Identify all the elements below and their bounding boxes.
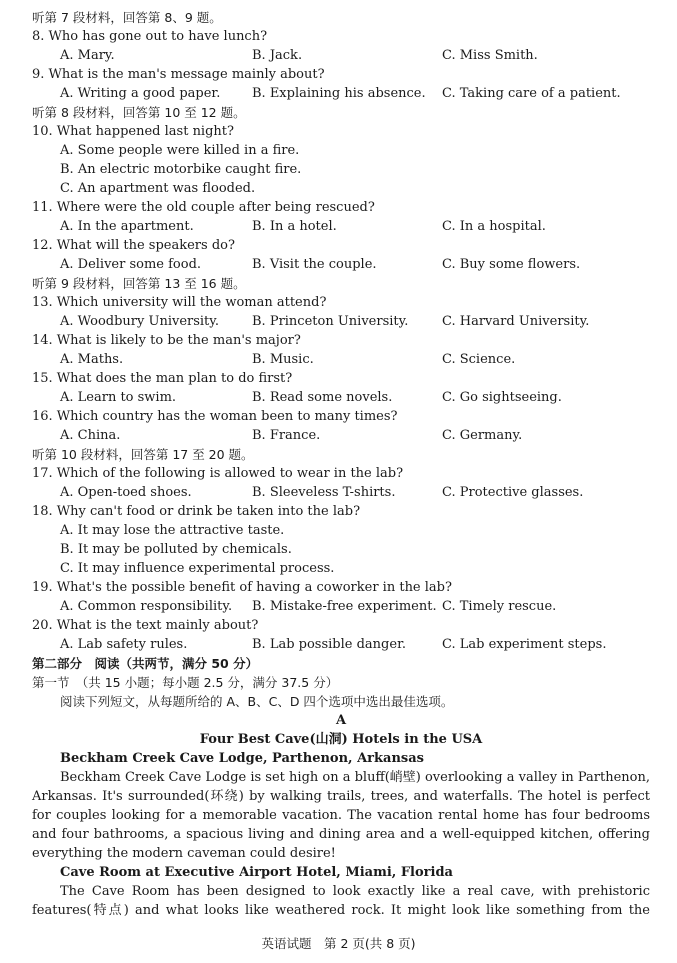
option-b: B. Lab possible danger. [252, 637, 406, 652]
option-b: B. Sleeveless T-shirts. [252, 485, 396, 500]
option-a: A. Lab safety rules. [60, 637, 188, 652]
answer-option: A. It may lose the attractive taste. [60, 523, 285, 538]
option-b: B. Explaining his absence. [252, 86, 426, 101]
answer-option: B. An electric motorbike caught fire. [60, 162, 302, 177]
answer-options [32, 46, 650, 65]
part-heading: 第二部分 阅读（共两节，满分 50 分） [32, 656, 259, 671]
answer-options [32, 635, 650, 654]
question: 8. Who has gone out to have lunch? [32, 29, 268, 44]
answer-options [32, 597, 650, 616]
answer-options [32, 483, 650, 502]
question: 13. Which university will the woman attend? [32, 295, 327, 310]
question: 19. What's the possible benefit of having a coworker in the lab? [32, 580, 452, 595]
answer-options [32, 217, 650, 236]
answer-options [32, 350, 650, 369]
exam-page [32, 8, 650, 920]
passage-title: A [335, 713, 347, 728]
option-b: B. Music. [252, 352, 314, 367]
option-a: A. Mary. [60, 48, 115, 63]
option-c: C. Taking care of a patient. [442, 86, 621, 101]
answer-option: B. It may be polluted by chemicals. [60, 542, 292, 557]
answer-option: C. It may influence experimental process. [60, 561, 335, 576]
option-c: C. Protective glasses. [442, 485, 584, 500]
section-instruction: 听第 9 段材料，回答第 13 至 16 题。 [32, 276, 246, 291]
passage-subheading: Cave Room at Executive Airport Hotel, Miami, Florida [60, 865, 453, 880]
question: 11. Where were the old couple after being rescued? [32, 200, 375, 215]
answer-option: A. Some people were killed in a fire. [60, 143, 300, 158]
answer-options [32, 312, 650, 331]
question: 15. What does the man plan to do first? [32, 371, 293, 386]
option-a: A. Woodbury University. [60, 314, 220, 329]
option-c: C. Harvard University. [442, 314, 590, 329]
section-instruction: 听第 8 段材料，回答第 10 至 12 题。 [32, 105, 246, 120]
answer-options [32, 388, 650, 407]
option-a: A. Learn to swim. [60, 390, 177, 405]
option-a: A. Open-toed shoes. [60, 485, 192, 500]
question: 17. Which of the following is allowed to wear in the lab? [32, 466, 404, 481]
question: 10. What happened last night? [32, 124, 234, 139]
option-b: B. Read some novels. [252, 390, 393, 405]
passage-subheading: Beckham Creek Cave Lodge, Parthenon, Arkansas [60, 751, 424, 766]
option-b: B. Princeton University. [252, 314, 409, 329]
option-c: C. Science. [442, 352, 516, 367]
section-instruction: 第一节 （共 15 小题；每小题 2.5 分，满分 37.5 分） [32, 675, 339, 690]
paragraph: The Cave Room has been designed to look exactly like a real cave, with prehistoric features(特点) and what looks like weathered rock. It might look like something from the [32, 884, 650, 918]
option-b: B. France. [252, 428, 321, 443]
passage-title: Four Best Cave(山洞) Hotels in the USA [199, 732, 483, 747]
section-instruction: 听第 7 段材料，回答第 8、9 题。 [32, 10, 222, 25]
option-b: B. Visit the couple. [252, 257, 377, 272]
option-a: A. Writing a good paper. [60, 86, 221, 101]
page-footer: 英语试题 第 2 页(共 8 页) [261, 936, 416, 951]
option-c: C. Timely rescue. [442, 599, 557, 614]
option-c: C. Lab experiment steps. [442, 637, 607, 652]
question: 16. Which country has the woman been to many times? [32, 409, 398, 424]
answer-option: C. An apartment was flooded. [60, 181, 256, 196]
option-a: A. Common responsibility. [60, 599, 233, 614]
option-c: C. Germany. [442, 428, 523, 443]
question: 14. What is likely to be the man's major? [32, 333, 301, 348]
question: 18. Why can't food or drink be taken into the lab? [32, 504, 361, 519]
option-b: B. In a hotel. [252, 219, 337, 234]
option-c: C. Miss Smith. [442, 48, 538, 63]
option-c: C. Go sightseeing. [442, 390, 562, 405]
answer-options [32, 84, 650, 103]
question: 20. What is the text mainly about? [32, 618, 259, 633]
answer-options [32, 426, 650, 445]
question: 12. What will the speakers do? [32, 238, 235, 253]
option-a: A. Maths. [60, 352, 124, 367]
option-a: A. China. [60, 428, 121, 443]
section-instruction: 听第 10 段材料，回答第 17 至 20 题。 [32, 447, 254, 462]
question: 9. What is the man's message mainly about? [32, 67, 325, 82]
option-a: A. In the apartment. [60, 219, 194, 234]
option-a: A. Deliver some food. [60, 257, 202, 272]
answer-options [32, 255, 650, 274]
reading-instruction: 阅读下列短文，从每题所给的 A、B、C、D 四个选项中选出最佳选项。 [60, 694, 454, 709]
paragraph: Beckham Creek Cave Lodge is set high on a bluff(峭壁) overlooking a valley in Parthenon, Arkansas. It's surrounded(环绕) by walking trails, trees, and waterfalls. The hotel is perfect for couples looking for a memorable vacation. The vacation rental home has four bedrooms and four bathrooms, a spacious living and dining area and a well-equipped kitchen, offering everything the modern caveman could desire! [32, 770, 650, 861]
option-b: B. Jack. [252, 48, 303, 63]
option-b: B. Mistake-free experiment. [252, 599, 437, 614]
option-c: C. Buy some flowers. [442, 257, 581, 272]
option-c: C. In a hospital. [442, 219, 546, 234]
